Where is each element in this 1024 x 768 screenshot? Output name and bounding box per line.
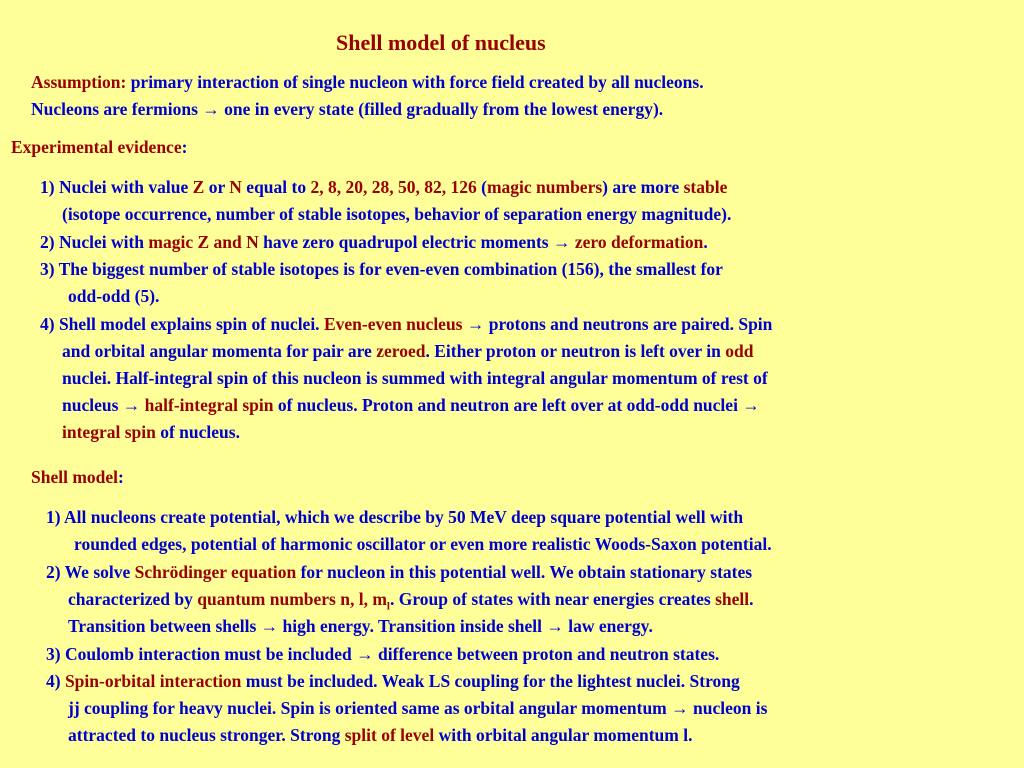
evidence-item-1-line-1 [40,176,727,198]
text-span: equal to [241,177,311,197]
evidence-item-4-line-3: nuclei. Half-integral spin of this nucleon is summed with integral angular momentum of rest of [62,368,768,388]
even-even-term: Even-even nucleus [323,314,463,334]
shell-item-2-line-2 [68,588,754,618]
shell-item-3: 3) Coulomb interaction must be included → difference between proton and neutron states. [46,644,720,664]
text-span: . [749,589,754,609]
n-symbol: N [229,177,242,197]
magic-numbers-term: magic numbers [486,177,603,197]
evidence-heading-colon: : [181,137,188,157]
assumption-line-1 [31,71,704,93]
assumption-label: Assumption: [31,72,127,92]
integral-spin-term: integral spin [62,422,156,442]
text-span: 4) [46,671,65,691]
text-span: for nucleon in this potential well. We obtain stationary states [296,562,753,582]
text-span: . Group of states with near energies creates [389,589,716,609]
assumption-text: primary interaction of single nucleon with force field created by all nucleons. [126,72,704,92]
text-span: characterized by [68,589,198,609]
assumption-line-2: Nucleons are fermions → one in every state (filled gradually from the lowest energy). [31,99,664,119]
shell-item-1-line-1: 1) All nucleons create potential, which we describe by 50 MeV deep square potential well with [46,507,744,527]
text-span: have zero quadrupol electric moments → [258,232,575,252]
evidence-heading [11,136,187,158]
odd-term: odd [725,341,754,361]
half-integral-spin-term: half-integral spin [144,395,274,415]
shell-item-4-line-2: jj coupling for heavy nuclei. Spin is oriented same as orbital angular momentum → nucleon is [68,698,768,718]
zeroed-term: zeroed [376,341,426,361]
evidence-heading-text: Experimental evidence [11,137,182,157]
shell-heading-colon: : [118,467,124,487]
shell-heading-text: Shell model [31,467,119,487]
and-term: and [209,232,247,252]
shell-item-2-line-3: Transition between shells → high energy. Transition inside shell → law energy. [68,616,653,636]
text-span: nucleus → [62,395,145,415]
text-span: attracted to nucleus stronger. Strong [68,725,345,745]
shell-term: shell [715,589,750,609]
shell-item-4-line-1 [46,670,740,692]
shell-item-1-line-2: rounded edges, potential of harmonic oscillator or even more realistic Woods-Saxon potential. [74,534,772,554]
text-span: of nucleus. Proton and neutron are left over at odd-odd nuclei → [273,395,760,415]
spin-orbital-term: Spin-orbital interaction [64,671,242,691]
z-symbol: Z [192,177,205,197]
text-span: . Either proton or neutron is left over in [425,341,726,361]
text-span: of nucleus. [155,422,240,442]
text-span: must be included. Weak LS coupling for the lightest nuclei. Strong [241,671,740,691]
shell-item-4-line-3 [68,724,692,746]
evidence-item-4-line-2 [62,340,753,362]
split-of-level-term: split of level [344,725,435,745]
zero-deformation-term: zero deformation [574,232,704,252]
text-span: or [204,177,230,197]
subscript-l: l [386,600,390,613]
text-span: 1) Nuclei with value [40,177,193,197]
stable-term: stable [683,177,728,197]
n-term: N [246,232,259,252]
evidence-item-1-line-2: (isotope occurrence, number of stable isotopes, behavior of separation energy magnitude). [62,204,732,224]
schrodinger-term: Schrödinger equation [134,562,297,582]
text-span: 4) Shell model explains spin of nuclei. [40,314,324,334]
magic-z-term: magic Z [148,232,210,252]
text-span: with orbital angular momentum l. [434,725,693,745]
magic-numbers-list: 2, 8, 20, 28, 50, 82, 126 [310,177,477,197]
shell-heading [31,466,124,488]
text-span: ( [476,177,487,197]
evidence-item-2 [40,231,708,253]
evidence-item-4-line-1 [40,313,772,335]
text-span: ) are more [602,177,684,197]
evidence-item-3-line-2: odd-odd (5). [68,286,160,306]
page-title: Shell model of nucleus [336,30,546,55]
text-span: 2) Nuclei with [40,232,149,252]
evidence-item-3-line-1: 3) The biggest number of stable isotopes is for even-even combination (156), the smallest for [40,259,723,279]
shell-item-2-line-1 [46,561,752,583]
evidence-item-4-line-5 [62,421,240,443]
evidence-item-4-line-4 [62,394,760,416]
text-span: → protons and neutrons are paired. Spin [462,314,773,334]
text-span: . [703,232,708,252]
text-span: 2) We solve [46,562,135,582]
text-span: and orbital angular momenta for pair are [62,341,377,361]
quantum-numbers-term: quantum numbers n, l, m [197,589,387,609]
